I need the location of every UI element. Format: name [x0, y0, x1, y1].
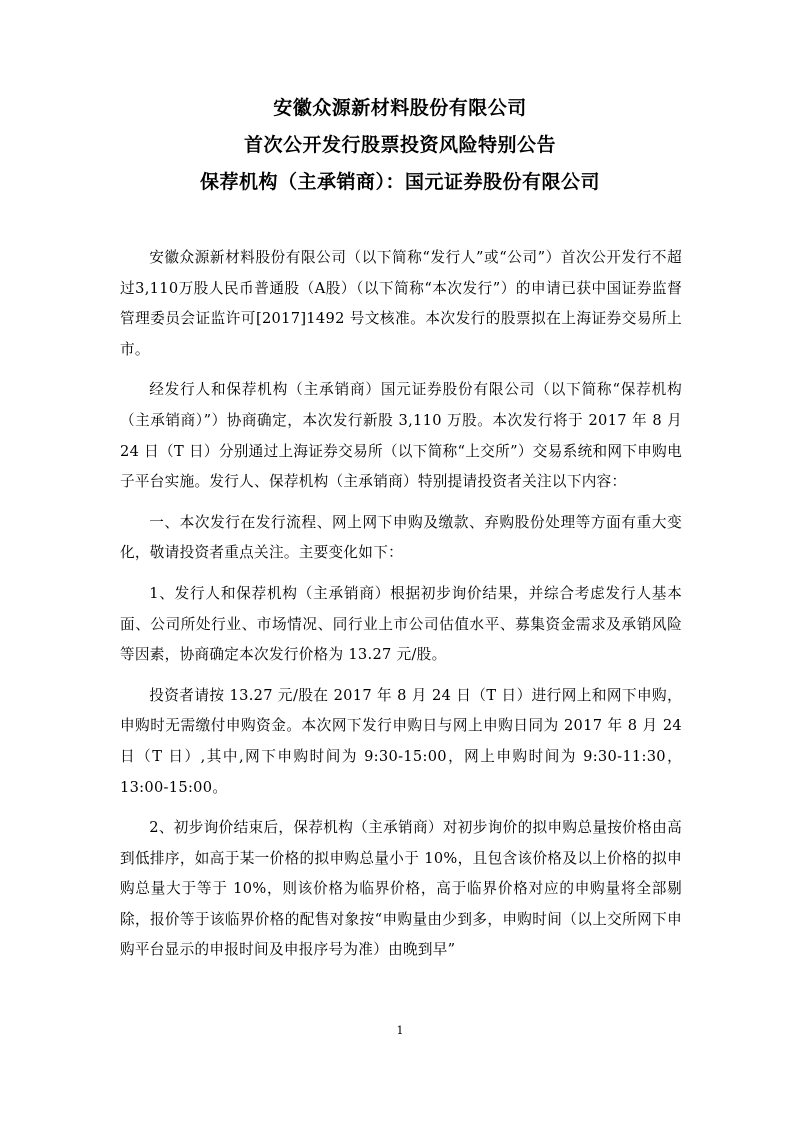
document-header: [0, 90, 800, 201]
paragraph-intro: 安徽众源新材料股份有限公司（以下简称“发行人”或“公司”）首次公开发行不超过3,110万股人民币普通股（A股）（以下简称“本次发行”）的申请已获中国证券监督管理委员会证监许可[2017]1492 号文核准。本次发行的股票拟在上海证券交易所上市。: [120, 249, 682, 358]
paragraph-section-one: 一、本次发行在发行流程、网上网下申购及缴款、弃购股份处理等方面有重大变化，敬请投资者重点关注。主要变化如下：: [120, 513, 682, 562]
paragraph-item-two: 2、初步询价结束后，保荐机构（主承销商）对初步询价的拟申购总量按价格由高到低排序，如高于某一价格的拟申购总量小于 10%，且包含该价格及以上价格的拟申购总量大于等于 10%，则该价格为临界价格，高于临界价格对应的申购量将全部剔除，报价等于该临界价格的配售对象按“申购量由少到多，申购时间（以上交所网下申购平台显示的申报时间及申报序号为准）由晚到早”: [120, 819, 682, 959]
company-title: 安徽众源新材料股份有限公司: [273, 97, 527, 119]
document-body: [120, 243, 682, 976]
sponsor-title: 保荐机构（主承销商）：国元证券股份有限公司: [199, 171, 600, 193]
announcement-title: 首次公开发行股票投资风险特别公告: [243, 134, 556, 156]
paragraph-item-one: 1、发行人和保荐机构（主承销商）根据初步询价结果，并综合考虑发行人基本面、公司所处行业、市场情况、同行业上市公司估值水平、募集资金需求及承销风险等因素，协商确定本次发行价格为 13.27 元/股。: [120, 584, 682, 664]
paragraph-subscription: 投资者请按 13.27 元/股在 2017 年 8 月 24 日（T 日）进行网上和网下申购，申购时无需缴付申购资金。本次网下发行申购日与网上申购日同为 2017 年 8 月 24 日（T 日）,其中,网下申购时间为 9:30-15:00，网上申购时间为 9:30-11:30，13:00-15:00。: [120, 686, 682, 796]
paragraph-issuance: 经发行人和保荐机构（主承销商）国元证券股份有限公司（以下简称“保荐机构（主承销商）”）协商确定，本次发行新股 3,110 万股。本次发行将于 2017 年 8 月 24 日（T 日）分别通过上海证券交易所（以下简称“上交所”）交易系统和网下申购电子平台实施。发行人、保荐机构（主承销商）特别提请投资者关注以下内容：: [120, 381, 682, 491]
page-number: 1: [396, 1024, 404, 1037]
